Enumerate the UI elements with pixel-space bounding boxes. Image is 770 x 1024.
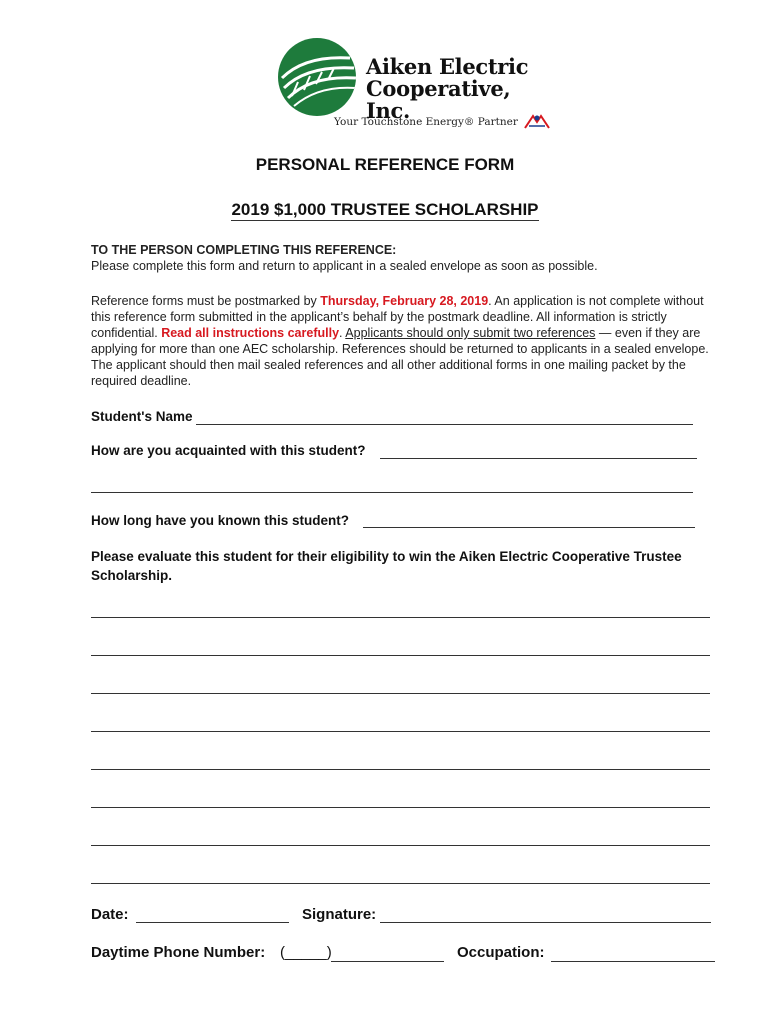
instructions-paragraph: Reference forms must be postmarked by Thursday, February 28, 2019. An application is not complete without this reference form submitted in the applicant’s behalf by the postmark deadline. All information is strictly confidential. Read all instructions carefully. Applicants should only submit two references — even if they are applying for more than one AEC scholarship. References should be returned to applicants in a sealed envelope. The applicant should then mail sealed references and all other additional forms in one mailing packet by the required deadline. (91, 294, 709, 388)
form-title: PERSONAL REFERENCE FORM (255, 155, 515, 174)
evaluation-line-8[interactable] (91, 883, 710, 884)
signature-label: Signature: (302, 906, 377, 923)
logo-emblem-icon (278, 38, 356, 116)
scholarship-title: 2019 $1,000 TRUSTEE SCHOLARSHIP (231, 200, 539, 219)
how-long-line[interactable] (363, 527, 695, 528)
instructions-heading-block (91, 242, 716, 274)
evaluation-line-3[interactable] (91, 693, 710, 694)
student-name-line[interactable] (196, 424, 693, 425)
instructions-heading: TO THE PERSON COMPLETING THIS REFERENCE: (91, 243, 397, 257)
evaluation-line-2[interactable] (91, 655, 710, 656)
evaluation-line-1[interactable] (91, 617, 710, 618)
logo-company-name: Aiken Electric Cooperative, Inc. (366, 54, 529, 123)
two-references-note: Applicants should only submit two references (345, 326, 596, 340)
phone-line[interactable] (331, 961, 444, 962)
how-long-label: How long have you known this student? (91, 513, 350, 528)
evaluation-line-4[interactable] (91, 731, 710, 732)
evaluation-line-6[interactable] (91, 807, 710, 808)
aiken-electric-logo (278, 38, 538, 134)
deadline-text: Thursday, February 28, 2019 (320, 294, 489, 308)
signature-line[interactable] (380, 922, 711, 923)
phone-label: Daytime Phone Number: (91, 944, 266, 961)
touchstone-energy-icon (523, 114, 551, 130)
instructions-line1: Please complete this form and return to applicant in a sealed envelope as soon as possible. (91, 259, 598, 273)
evaluate-prompt: Please evaluate this student for their eligibility to win the Aiken Electric Cooperative Trustee Scholarship. (91, 549, 682, 583)
occupation-line[interactable] (551, 961, 715, 962)
acquainted-line-2[interactable] (91, 492, 693, 493)
acquainted-label: How are you acquainted with this student? (91, 443, 366, 458)
logo-tagline: Your Touchstone Energy® Partner (334, 114, 551, 130)
student-name-label: Student's Name (91, 409, 193, 424)
occupation-label: Occupation: (457, 944, 545, 961)
acquainted-line[interactable] (380, 458, 697, 459)
date-label: Date: (91, 906, 129, 923)
phone-area-code[interactable]: (_____) (280, 944, 332, 961)
date-line[interactable] (136, 922, 289, 923)
evaluation-line-5[interactable] (91, 769, 710, 770)
read-all-instructions: Read all instructions carefully (161, 326, 340, 340)
evaluation-line-7[interactable] (91, 845, 710, 846)
